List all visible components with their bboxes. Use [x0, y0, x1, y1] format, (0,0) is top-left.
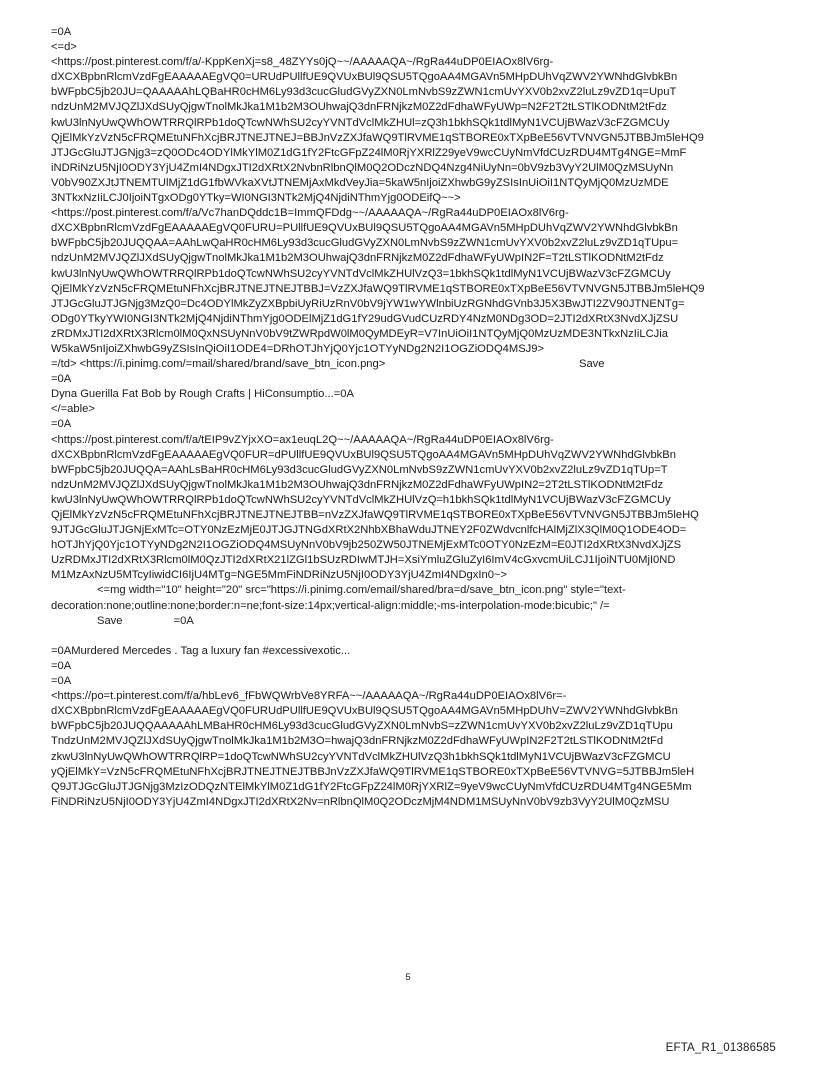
blank-line — [51, 629, 776, 644]
email-source-text — [51, 25, 776, 825]
text-line: hOTJhYjQ0Yjc1OTYyNDg2N2I1OGZiODQ4MSUyNnV0bV9jb250ZW50JTNEMjExMTc0OTY0NzEzM=E0JTI2dXRtX3NvdXJjZS — [51, 539, 682, 552]
text-line: iNDRiNzU5NjI0ODY3YjU4ZmI4NDgxJTI2dXRtX2NvbnRlbnQlM0Q2ODczNDQ4Nzg4NiUyNn=0bV9zb3VyY2UlM0QzMSUyNn — [51, 161, 674, 174]
text-line: =0A — [51, 675, 72, 688]
text-line-with-save — [51, 614, 776, 629]
text-line: <=mg width="10" height="20" src="https://i.pinimg.com/email/shared/bra=d/save_btn_icon.png" style="text- — [97, 584, 626, 597]
text-line: <https://post.pinterest.com/f/a/tEIP9vZYjxXO=ax1euqL2Q~~/AAAAAQA~/RgRa44uDP0EIAOx8lV6rg- — [51, 433, 554, 446]
text-line: TndzUnM2MVJQZlJXdSUyQjgwTnolMkJka1M1b2M3O=hwajQ3dnFRNjkzM0Z2dFdhaWFyUWpIN2F2T2tLSTlKODNtM2tFd — [51, 735, 664, 748]
page-number: 5 — [405, 972, 411, 983]
text-line: ndzUnM2MVJQZlJXdSUyQjgwTnolMkJka1M1b2M3OUhwajQ3dnFRNjkzM0Z2dFdhaWFyUWpIN2=2T2tLSTlKODNtM2tFdz — [51, 478, 664, 491]
text-line: QjElMkYzVzN5cFRQMEtuNFhXcjBRJTNEJTNEJ=BBJnVzZXJfaWQ9TlRVME1qSTBORE0xTXpBeE56VTVNVGN5JTBBJm5leHQ9 — [51, 131, 704, 144]
text-line: =/td> <https://i.pinimg.com/=mail/shared/brand/save_btn_icon.png> — [51, 358, 386, 371]
text-line: FiNDRiNzU5NjI0ODY3YjU4ZmI4NDgxJTI2dXRtX2Nv=nRlbnQlM0Q2ODczMjM4NDM1MSUyNnV0bV9zb3VyY2UlM0QzMSU — [51, 795, 670, 808]
pin-title: =0AMurdered Mercedes . Tag a luxury fan #excessivexotic... — [51, 644, 351, 657]
save-label: Save — [97, 614, 123, 627]
pin-title: Dyna Guerilla Fat Bob by Rough Crafts | HiConsumptio...=0A — [51, 388, 354, 401]
text-line: W5kaW5nIjoiZXhwbG9yZSIsInQiOiI1ODE4=DRhOTJhYjQ0Yjc1OTYyNDg2N2I1OGZiODQ4MSJ9> — [51, 342, 545, 355]
text-line: JTJGcGluJTJGNjg3MzQ0=Dc4ODYlMkZyZXBpbiUyRiUzRnV0bV9jYW1wYWlnbiUzRGNhdGVnb3J5X3BwJTI2ZV90JTNENTg= — [51, 297, 685, 310]
text-line: dXCXBpbnRlcmVzdFgEAAAAAEgVQ0FUR=dPUllfUE9QVUxBUl9QSU5TQgoAA4MGAVn5MHpDUhVqZWV2YWNhdGlvbkBn — [51, 448, 676, 461]
text-line: ODg0YTkyYWI0NGI3NTk2MjQ4NjdiNThmYjg0ODElMjZ1dG1fY29udGVudCUzRDY4NzM0NDg3OD=2JTI2dXRtX3NvdXJjZSU — [51, 312, 679, 325]
text-line: <=d> — [51, 41, 77, 54]
text-line: bWFpbC5jb20JU=QAAAAAhLQBaHR0cHM6Ly93d3cucGludGVyZXN0LmNvbS9zZWN1cmUvYXV0b2xvZ2luLz9vZD1q=UpuT — [51, 86, 677, 99]
text-line: yQjElMkY=VzN5cFRQMEtuNFhXcjBRJTNEJTNEJTBBJnVzZXJfaWQ9TlRVME1qSTBORE0xTXpBeE56VTVNVG=5JTBBJm5leH — [51, 765, 695, 778]
text-line: ndzUnM2MVJQZlJXdSUyQjgwTnolMkJka1M1b2M3OUhwajQ3dnFRNjkzM0Z2dFdhaWFyUWpIN2F=T2tLSTlKODNtM2tFdz — [51, 252, 664, 265]
text-line: Q9JTJGcGluJTJGNjg3MzIzODQzNTElMkYlM0Z1dG1fY2FtcGFpZ24lM0RjYXRlZ=9yeV9wcCUyNmVfdCUzRDU4MTg4NGE5Mm — [51, 780, 692, 793]
text-line: QjElMkYzVzN5cFRQMEtuNFhXcjBRJTNEJTNEJTBBJ=VzZXJfaWQ9TlRVME1qSTBORE0xTXpBeE56VTVNVGN5JTBBJm5leHQ9 — [51, 282, 705, 295]
text-line: kwU3lnNyUwQWhOWTRRQlRPb1doQTcwNWhSU2cyYVNTdVclMkZHUl=zQ3h1bkhSQk1tdlMyN1VCUjBWazV3cFZGMCUy — [51, 116, 670, 129]
text-line: <https://post.pinterest.com/f/a/-KppKenXj=s8_48ZYYs0jQ~~/AAAAAQA~/RgRa44uDP0EIAOx8lV6rg- — [51, 56, 554, 69]
text-fragment: =0A — [173, 614, 194, 627]
bates-number: EFTA_R1_01386585 — [665, 1042, 776, 1054]
text-line: M1MzAxNzU5MTcyIiwidCI6IjU4MTg=NGE5MmFiNDRiNzU5NjI0ODY3YjU4ZmI4NDgxIn0~> — [51, 569, 507, 582]
text-line: 3NTkxNzIiLCJ0IjoiNTgxODg0YTky=WI0NGI3NTk2MjQ4NjdiNThmYjg0ODEifQ~~> — [51, 192, 461, 205]
text-line: bWFpbC5jb20JUQQAA=AAhLwQaHR0cHM6Ly93d3cucGludGVyZXN0LmNvbS9zZWN1cmUvYXV0b2xvZ2luLz9vZD1qTUpu= — [51, 237, 679, 250]
text-line: kwU3lnNyUwQWhOWTRRQlRPb1doQTcwNWhSU2cyYVNTdVclMkZHUlVzQ3=1bkhSQk1tdlMyN1VCUjBWazV3cFZGMCUy — [51, 267, 671, 280]
text-line: zRDMxJTI2dXRtX3Rlcm0lM0QxNSUyNnV0bV9tZWRpdW0lM0QyMDEyR=V7InUiOiI1NTQyMjQ0MzUzMDE3NTkxNzIiLCJia — [51, 327, 668, 340]
text-line: decoration:none;outline:none;border:n=ne;font-size:14px;vertical-align:middle;-ms-interpolation-mode:bicubic;" /= — [51, 599, 610, 612]
text-line-with-save — [51, 357, 776, 372]
text-line: dXCXBpbnRlcmVzdFgEAAAAAEgVQ0FURUdPUllfUE9QVUxBUl9QSU5TQgoAA4MGAVn5MHpDUhV=ZWV2YWNhdGlvbkBn — [51, 705, 678, 718]
text-line: V0bV90ZXJtJTNEMTUlMjZ1dG1fbWVkaXVtJTNEMjAxMkdVeyJia=5kaW5nIjoiZXhwbG9yZSIsInUiOiI1NTQyMjQ0MzUzMDE — [51, 176, 669, 189]
text-line: kwU3lnNyUwQWhOWTRRQlRPb1doQTcwNWhSU2cyYVNTdVclMkZHUlVzQ=h1bkhSQk1tdlMyN1VCUjBWazV3cFZGMCUy — [51, 493, 671, 506]
text-line: =0A — [51, 659, 72, 672]
text-line: <https://post.pinterest.com/f/a/Vc7hanDQddc1B=ImmQFDdg~~/AAAAAQA~/RgRa44uDP0EIAOx8lV6rg- — [51, 207, 569, 220]
text-line: JTJGcGluJTJGNjg3=zQ0ODc4ODYlMkYlM0Z1dG1fY2FtcGFpZ24lM0RjYXRlZ29yeV9wcCUyNmVfdCUzRDU4MTg4NGE=MmF — [51, 146, 687, 159]
text-line: <https://po=t.pinterest.com/f/a/hbLev6_fFbWQWrbVe8YRFA~~/AAAAAQA~/RgRa44uDP0EIAOx8lV6r=- — [51, 690, 567, 703]
text-line: 9JTJGcGluJTJGNjExMTc=OTY0NzEzMjE0JTJGJTNGdXRtX2NhbXBhaWduJTNEY2F0ZWdvcnlfcHAlMjZlX3QlM0Q1ODE4OD= — [51, 524, 687, 537]
text-line — [51, 810, 776, 825]
save-label: Save — [579, 358, 605, 371]
text-line: </=able> — [51, 403, 95, 416]
text-line: bWFpbC5jb20JUQQAAAAAhLMBaHR0cHM6Ly93d3cucGludGVyZXN0LmNvbS=zZWN1cmUvYXV0b2xvZ2luLz9vZD1qTUpu — [51, 720, 673, 733]
text-line: QjElMkYzVzN5cFRQMEtuNFhXcjBRJTNEJTNEJTBB=nVzZXJfaWQ9TlRVME1qSTBORE0xTXpBeE56VTVNVGN5JTBBJm5leHQ — [51, 509, 699, 521]
text-line: zkwU3lnNyUwQWhOWTRRQlRP=1doQTcwNWhSU2cyYVNTdVclMkZHUlVzQ3h1bkhSQk1tdlMyN1VCUjBWazV3cFZGMCU — [51, 750, 671, 763]
text-line: dXCXBpbnRlcmVzdFgEAAAAAEgVQ0=URUdPUllfUE9QVUxBUl9QSU5TQgoAA4MGAVn5MHpDUhVqZWV2YWNhdGlvbkBn — [51, 71, 678, 84]
text-line: =0A — [51, 26, 72, 38]
text-line: ndzUnM2MVJQZlJXdSUyQjgwTnolMkJka1M1b2M3OUhwajQ3dnFRNjkzM0Z2dFdhaWFyUWp=N2F2T2tLSTlKODNtM2tFdz — [51, 101, 667, 114]
text-line: =0A — [51, 418, 72, 431]
text-line: bWFpbC5jb20JUQQA=AAhLsBaHR0cHM6Ly93d3cucGludGVyZXN0LmNvbS9zZWN1cmUvYXV0b2xvZ2luLz9vZD1qTUp=T — [51, 463, 668, 476]
text-line: dXCXBpbnRlcmVzdFgEAAAAAEgVQ0FURU=PUllfUE9QVUxBUl9QSU5TQgoAA4MGAVn5MHpDUhVqZWV2YWNhdGlvbkBn — [51, 222, 678, 235]
text-line: UzRDMxJTI2dXRtX3Rlcm0lM0QzJTI2dXRtX21lZGl1bSUzRDIwMTJH=XsiYmluZGluZyI6ImV4cGxvcmUiLCJ1IjoiNTU0MjI0ND — [51, 554, 676, 567]
text-line: =0A — [51, 373, 72, 386]
